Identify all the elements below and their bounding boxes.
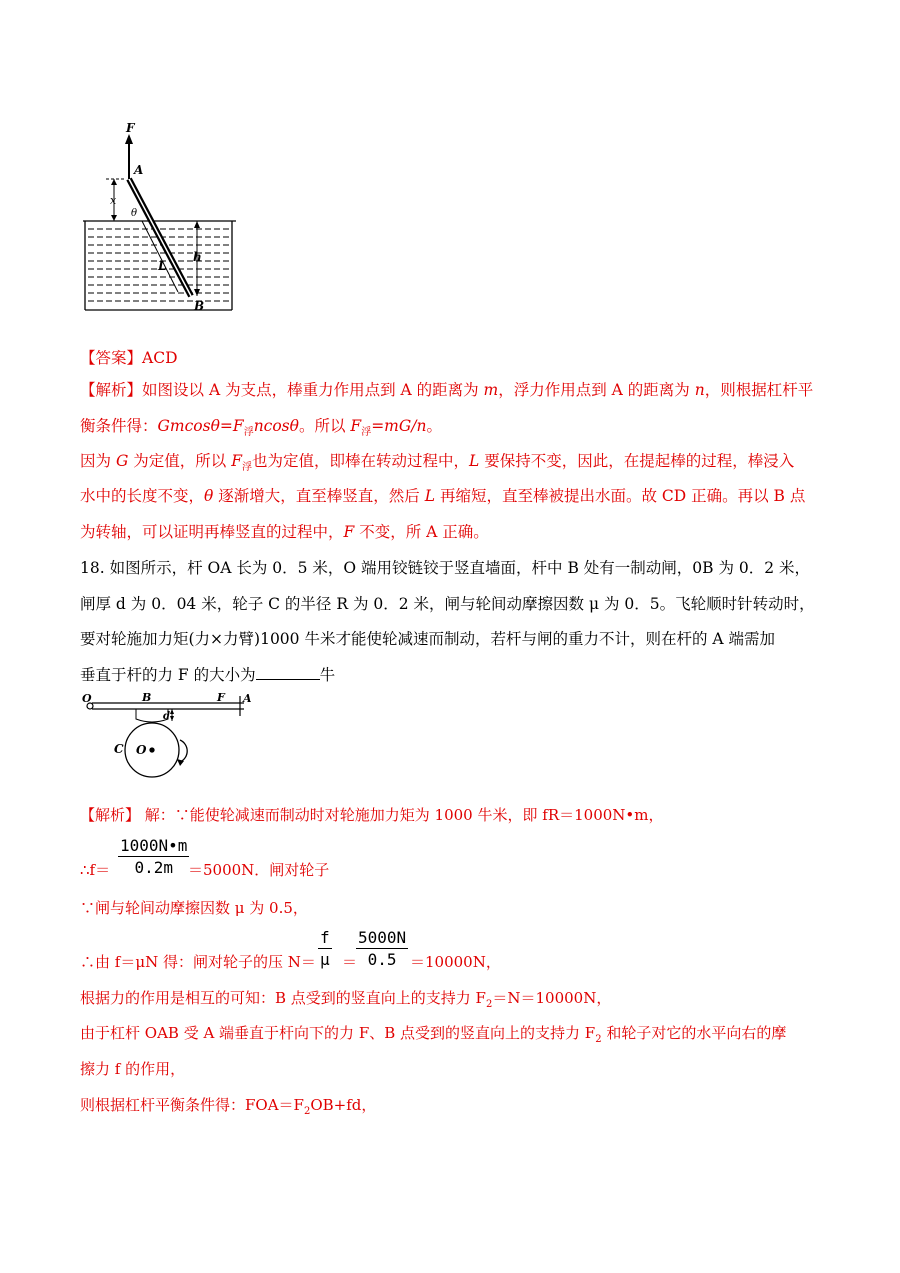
text: 也为定值，即棒在转动过程中， <box>251 452 469 470</box>
f-label: F <box>217 692 225 704</box>
subscript: 浮 <box>241 462 252 474</box>
fraction-1-numerator: 1000N•m <box>120 836 188 855</box>
subscript: 浮 <box>243 427 254 439</box>
a-label: A <box>243 692 252 705</box>
answer-tag: 【答案】 <box>80 349 143 367</box>
text: ＝5000N．闸对轮子 <box>188 861 330 879</box>
brake-lever-figure <box>80 692 260 784</box>
text: OB+fd， <box>310 1096 377 1114</box>
var: mcos <box>169 417 211 435</box>
var: F <box>343 523 355 541</box>
text: 。所以 <box>298 417 351 435</box>
answer-value: ACD <box>142 349 178 367</box>
text: 再缩短，直至棒被提出水面。故 CD 正确。再以 B 点 <box>435 487 806 505</box>
fraction-1-denominator: 0.2m <box>134 858 173 877</box>
text: 逐渐增大，直至棒竖直，然后 <box>213 487 425 505</box>
theta-label: θ <box>131 208 138 219</box>
analysis2-line2b <box>188 860 329 880</box>
question18-line3: 要对轮施加力矩(力×力臂)1000 牛米才能使轮减速而制动，若杆与闸的重力不计，则在杆的 A 端需加 <box>80 630 776 648</box>
var: ncos <box>253 417 290 435</box>
text: 解：∵能使轮减速而制动时对轮施加力矩为 1000 牛米，即 fR＝1000N•m， <box>140 806 664 824</box>
fraction-3-numerator: 5000N <box>358 928 407 947</box>
analysis1-line4 <box>80 486 805 506</box>
analysis1-line5 <box>80 522 489 542</box>
var: F <box>232 417 244 435</box>
fraction-2 <box>318 928 332 969</box>
fraction-3-denominator: 0.5 <box>367 950 397 969</box>
question18-line2: 闸厚 d 为 0．04 米，轮子 C 的半径 R 为 0．2 米，闸与轮间动摩擦因数 μ 为 0．5。飞轮顺时针转动时， <box>80 595 815 613</box>
rod-in-water-figure <box>80 118 240 318</box>
subscript: 浮 <box>361 427 372 439</box>
analysis2-line6 <box>80 1023 786 1050</box>
analysis1-line3 <box>80 451 794 478</box>
text: 由于杠杆 OAB 受 A 端垂直于杆向下的力 F、B 点受到的竖直向上的支持力 F <box>80 1024 596 1042</box>
fraction-2-numerator: f <box>320 928 330 947</box>
text: 为转轴，可以证明再棒竖直的过程中， <box>80 523 344 541</box>
text: 垂直于杆的力 F 的大小为 <box>80 666 256 684</box>
text: 不变，所 A 正确。 <box>354 523 489 541</box>
length-label: L <box>158 259 167 273</box>
fraction-1 <box>118 836 189 877</box>
question18-line4 <box>80 665 335 685</box>
var: θ <box>210 417 220 435</box>
text: ，浮力作用点到 A 的距离为 <box>498 381 695 399</box>
analysis2-line1 <box>80 805 663 825</box>
analysis2-line5 <box>80 988 611 1015</box>
d-label: d <box>163 711 170 722</box>
analysis1-tag: 【解析】 <box>80 381 143 399</box>
var: L <box>468 452 480 470</box>
text: 要保持不变，因此，在提起棒的过程，棒浸入 <box>479 452 795 470</box>
wheel <box>125 723 187 777</box>
text: 根据力的作用是相互的可知：B 点受到的竖直向上的支持力 F <box>80 989 486 1007</box>
analysis2-line4 <box>80 952 316 972</box>
analysis2-line7: 擦力 f 的作用， <box>80 1060 186 1078</box>
analysis2-line2 <box>80 860 110 880</box>
analysis2-line4c <box>410 952 501 972</box>
o-end-label: O <box>82 692 92 705</box>
var: θ <box>289 417 299 435</box>
text: ，则根据杠杆平 <box>704 381 814 399</box>
force-arrow <box>125 134 133 179</box>
center-label: O <box>136 743 147 757</box>
x-label: x <box>110 194 117 207</box>
answer-line <box>80 348 178 368</box>
b-label: B <box>142 692 152 704</box>
var: L <box>424 487 436 505</box>
var: G <box>115 452 129 470</box>
analysis2-line3: ∵闸与轮间动摩擦因数 μ 为 0.5， <box>80 899 308 917</box>
analysis1-line2 <box>80 416 442 443</box>
text: 为定值，所以 <box>128 452 232 470</box>
text: ∴f＝ <box>80 861 111 879</box>
text: ∴由 f＝μN 得：闸对轮子的压 N＝ <box>80 953 316 971</box>
text: 牛 <box>319 666 336 684</box>
text: 。 <box>426 417 442 435</box>
text: 则根据杠杆平衡条件得：FOA＝F <box>80 1096 304 1114</box>
var: F <box>350 417 362 435</box>
var: =mG/n <box>371 417 427 435</box>
text: ＝ <box>342 953 358 971</box>
c-label: C <box>114 742 124 756</box>
var: F <box>231 452 242 470</box>
text: 水中的长度不变， <box>80 487 205 505</box>
fraction-2-denominator: μ <box>320 950 330 969</box>
subscript: 2 <box>595 1034 602 1045</box>
point-b-label: B <box>194 299 205 313</box>
text: 衡条件得： <box>80 417 158 435</box>
height-label: h <box>193 250 202 264</box>
subscript: 2 <box>303 1106 311 1117</box>
var: G <box>157 417 170 435</box>
answer-blank[interactable] <box>256 665 320 680</box>
fraction-3 <box>356 928 408 969</box>
text: ＝10000N， <box>410 953 501 971</box>
analysis2-line4-eq <box>342 952 357 972</box>
var: θ <box>204 487 214 505</box>
analysis2-tag: 【解析】 <box>80 806 141 824</box>
analysis1-line1 <box>80 380 813 400</box>
force-label: F <box>126 121 135 135</box>
analysis2-line8 <box>80 1095 376 1122</box>
var: = <box>219 417 233 435</box>
text: 如图设以 A 为支点，棒重力作用点到 A 的距离为 <box>142 381 484 399</box>
text: ＝N＝10000N， <box>492 989 612 1007</box>
var-m: m <box>483 381 499 399</box>
point-a-label: A <box>134 163 144 177</box>
subscript: 2 <box>485 999 493 1010</box>
question18-line1: 18. 如图所示，杆 OA 长为 0．5 米，O 端用铰链铰于竖直墙面，杆中 B 处有一制动闸，0B 为 0．2 米， <box>80 559 811 577</box>
var-n: n <box>694 381 705 399</box>
text: 因为 <box>80 452 116 470</box>
text: 和轮子对它的水平向右的摩 <box>601 1024 787 1042</box>
